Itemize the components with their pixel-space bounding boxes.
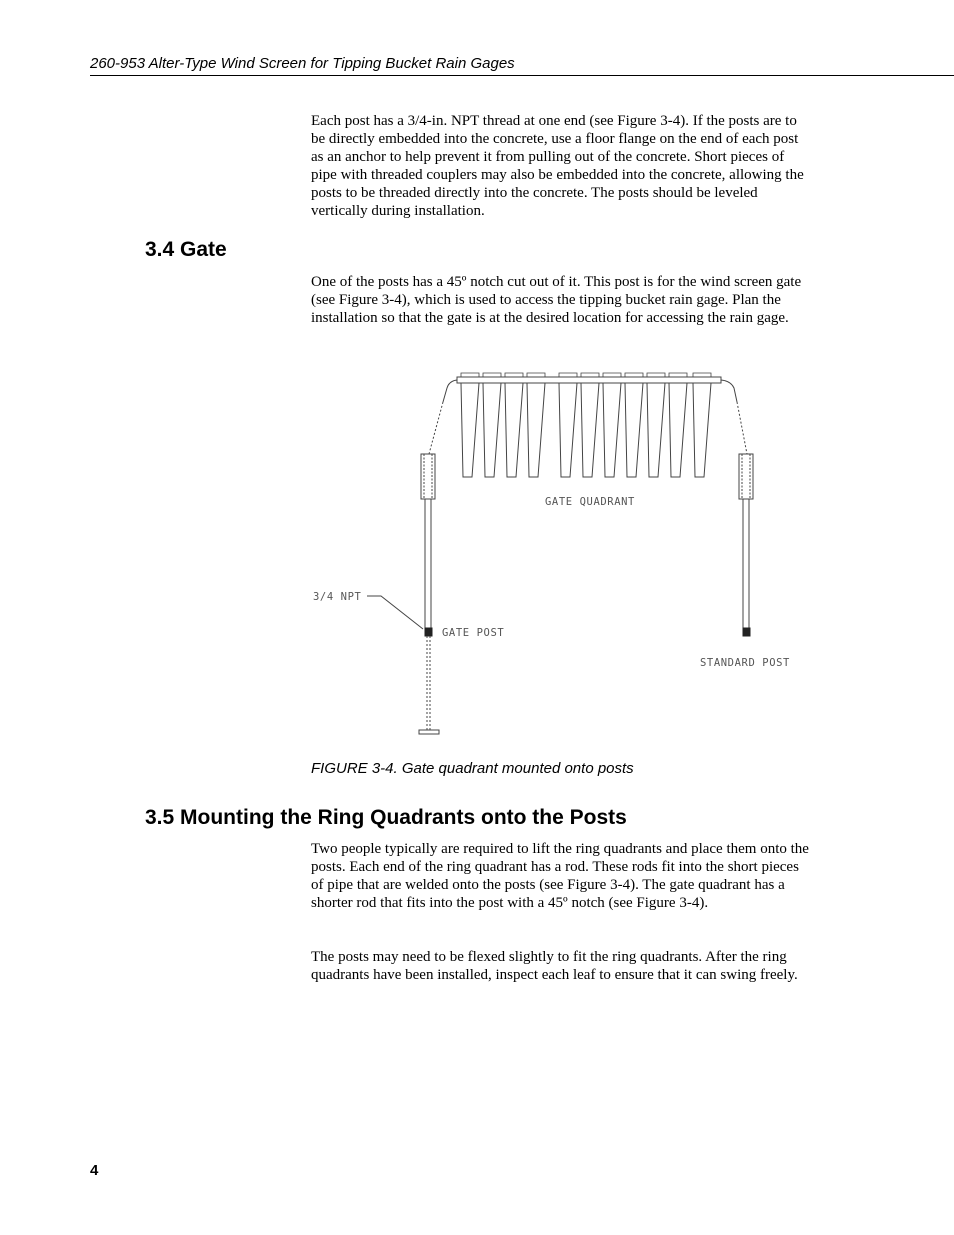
mounting-paragraph-2: The posts may need to be flexed slightly to fit the ring quadrants. After the ring quadrants have been installed, inspect each leaf to ensure that it can swing freely. bbox=[311, 949, 798, 983]
npt-leader bbox=[367, 596, 423, 629]
gate-post bbox=[419, 454, 439, 734]
figure-caption: FIGURE 3-4. Gate quadrant mounted onto posts bbox=[311, 760, 634, 777]
leaves bbox=[461, 383, 711, 477]
top-rail bbox=[457, 377, 721, 383]
page-number: 4 bbox=[90, 1162, 99, 1179]
left-ring-end bbox=[443, 380, 457, 402]
running-header: 260-953 Alter-Type Wind Screen for Tipping Bucket Rain Gages bbox=[90, 55, 954, 76]
label-standard-post: STANDARD POST bbox=[700, 657, 790, 669]
section-heading-gate: 3.4 Gate bbox=[145, 238, 227, 261]
right-ring-end bbox=[721, 380, 737, 402]
mounting-paragraph-1: Two people typically are required to lift the ring quadrants and place them onto the posts. Each end of the ring quadrant has a rod. These rods fit into the short pieces of pipe that are welded onto the posts (see Figure 3-4). The gate quadrant has a shorter rod that fits into the post with a 45º notch (see Figure 3-4). bbox=[311, 841, 809, 911]
label-gate-quadrant: GATE QUADRANT bbox=[545, 496, 635, 508]
right-rod bbox=[737, 402, 747, 454]
standard-post bbox=[739, 454, 753, 636]
label-gate-post: GATE POST bbox=[442, 627, 505, 639]
section-heading-mounting: 3.5 Mounting the Ring Quadrants onto the Posts bbox=[145, 806, 627, 829]
gate-quadrant-figure bbox=[311, 372, 811, 742]
leaf-tabs bbox=[461, 373, 711, 377]
intro-paragraph: Each post has a 3/4-in. NPT thread at one end (see Figure 3-4). If the posts are to be directly embedded into the concrete, use a floor flange on the end of each post as an anchor to help prevent it from pulling out of the concrete. Short pieces of pipe with threaded couplers may also be embedded into the concrete, allowing the posts to be threaded directly into the concrete. The posts should be leveled vertically during installation. bbox=[311, 113, 804, 219]
left-rod bbox=[429, 402, 443, 454]
label-npt: 3/4 NPT bbox=[313, 591, 362, 603]
gate-paragraph: One of the posts has a 45º notch cut out of it. This post is for the wind screen gate (see Figure 3-4), which is used to access the tipping bucket rain gage. Plan the installation so that the gate is at the desired location for accessing the rain gage. bbox=[311, 274, 802, 326]
